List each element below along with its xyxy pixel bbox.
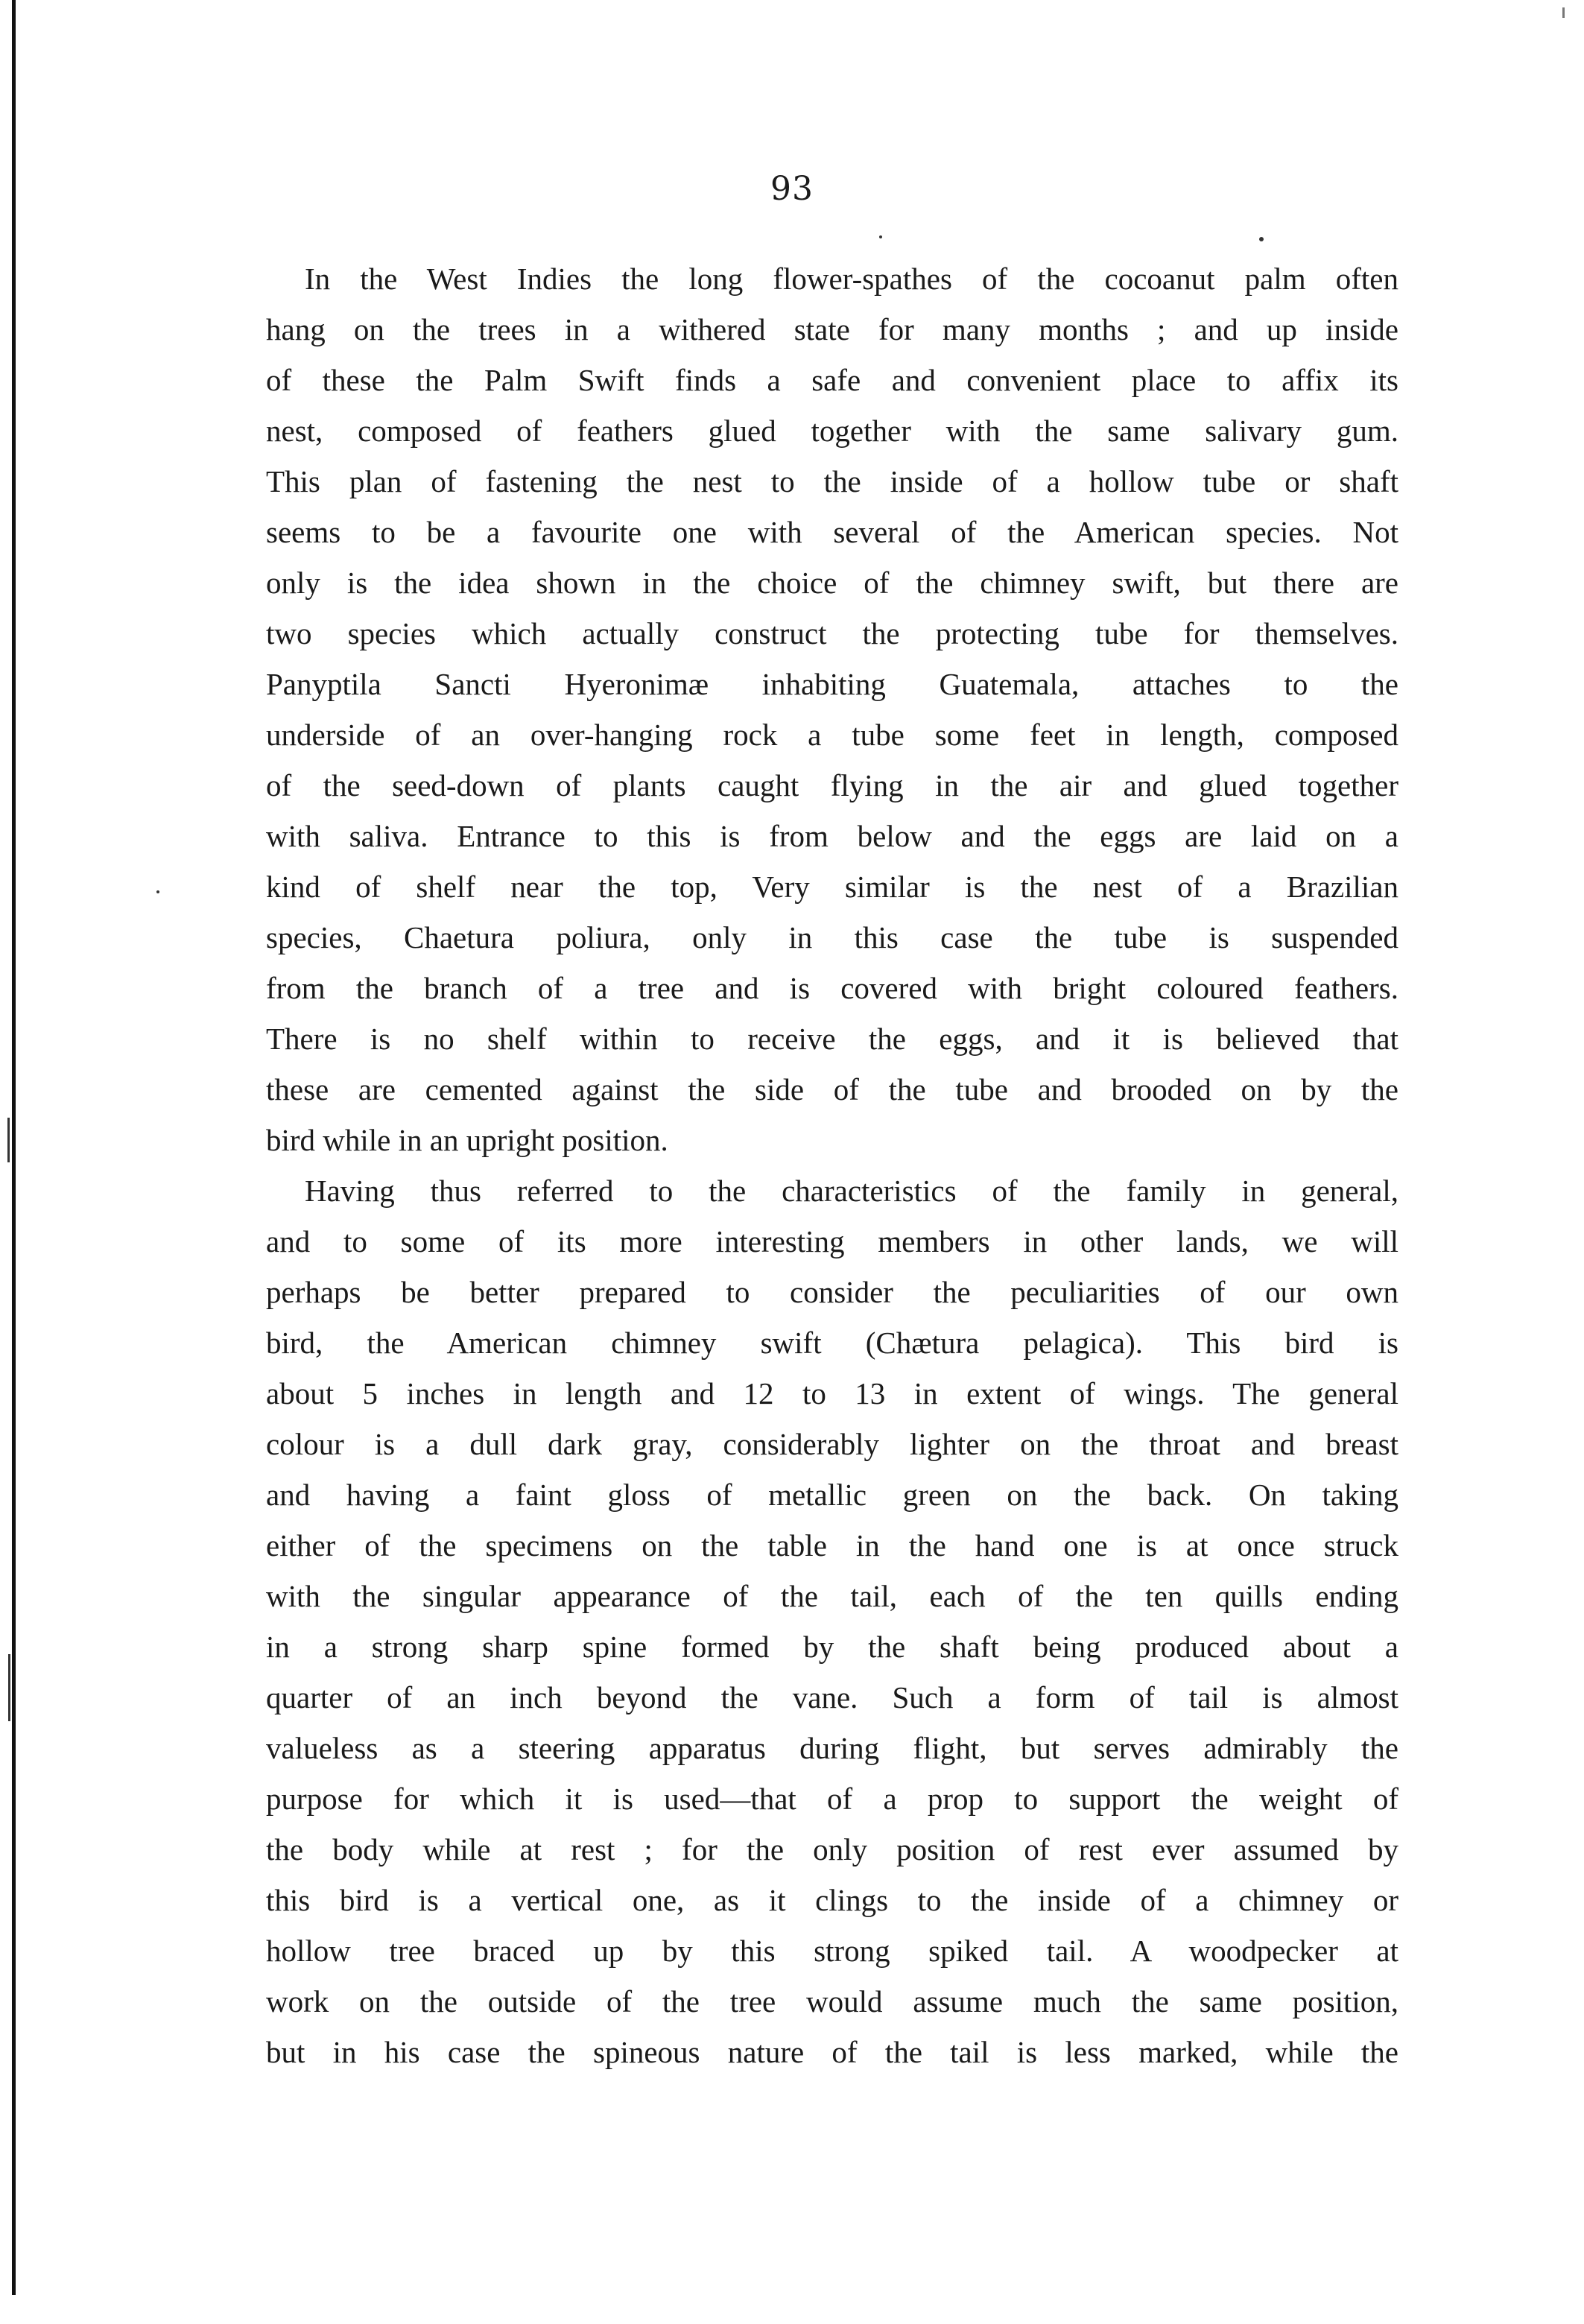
text-line: only is the idea shown in the choice of the chimney swift, but there are <box>266 566 1398 600</box>
text-line: Having thus referred to the characteristics of the family in general, <box>305 1174 1398 1208</box>
scan-speck <box>879 235 882 238</box>
paragraph-1 <box>266 253 1398 1165</box>
scan-binding-mark <box>8 1654 10 1721</box>
text-line: This plan of fastening the nest to the inside of a hollow tube or shaft <box>266 464 1398 498</box>
text-line: underside of an over-hanging rock a tube some feet in length, composed <box>266 718 1398 752</box>
text-line: bird while in an upright position. <box>266 1123 668 1157</box>
paragraph-2 <box>266 1165 1398 2077</box>
text-line: of the seed-down of plants caught flying in the air and glued together <box>266 768 1398 802</box>
page-number: 93 <box>770 170 814 208</box>
text-line: but in his case the spineous nature of the tail is less marked, while the <box>266 2035 1398 2069</box>
text-line: in a strong sharp spine formed by the shaft being produced about a <box>266 1630 1398 1664</box>
scan-binding-mark <box>7 1118 10 1162</box>
text-line: and to some of its more interesting members in other lands, we will <box>266 1224 1398 1258</box>
scan-speck <box>156 890 159 893</box>
text-line: of these the Palm Swift finds a safe and convenient place to affix its <box>266 363 1398 397</box>
text-line: species, Chaetura poliura, only in this case the tube is suspended <box>266 920 1398 954</box>
text-line: with saliva. Entrance to this is from below and the eggs are laid on a <box>266 819 1398 853</box>
text-line: these are cemented against the side of the tube and brooded on by the <box>266 1072 1398 1106</box>
text-line: the body while at rest ; for the only position of rest ever assumed by <box>266 1832 1398 1867</box>
text-line: hollow tree braced up by this strong spiked tail. A woodpecker at <box>266 1934 1398 1968</box>
text-line: with the singular appearance of the tail, each of the ten quills ending <box>266 1579 1398 1613</box>
text-line: Panyptila Sancti Hyeronimæ inhabiting Guatemala, attaches to the <box>266 667 1398 701</box>
text-line: seems to be a favourite one with several of the American species. Not <box>266 515 1398 549</box>
text-line: valueless as a steering apparatus during flight, but serves admirably the <box>266 1731 1398 1765</box>
text-line: purpose for which it is used—that of a prop to support the weight of <box>266 1782 1398 1816</box>
text-line: nest, composed of feathers glued together with the same salivary gum. <box>266 414 1398 448</box>
scan-speck <box>1259 237 1264 241</box>
text-line: hang on the trees in a withered state for many months ; and up inside <box>266 312 1398 346</box>
text-line: bird, the American chimney swift (Chætura pelagica). This bird is <box>266 1326 1398 1360</box>
text-line: kind of shelf near the top, Very similar is the nest of a Brazilian <box>266 870 1398 904</box>
text-line: from the branch of a tree and is covered with bright coloured feathers. <box>266 971 1398 1005</box>
scan-binding-edge <box>12 0 16 2295</box>
text-line: two species which actually construct the protecting tube for themselves. <box>266 616 1398 650</box>
text-line: In the West Indies the long flower-spathes of the cocoanut palm often <box>305 262 1398 296</box>
text-line: work on the outside of the tree would assume much the same position, <box>266 1984 1398 2019</box>
text-line: and having a faint gloss of metallic green on the back. On taking <box>266 1478 1398 1512</box>
page-body <box>266 253 1398 2077</box>
text-line: There is no shelf within to receive the eggs, and it is believed that <box>266 1022 1398 1056</box>
text-line: perhaps be better prepared to consider the peculiarities of our own <box>266 1275 1398 1309</box>
text-line: this bird is a vertical one, as it clings to the inside of a chimney or <box>266 1883 1398 1917</box>
text-line: about 5 inches in length and 12 to 13 in extent of wings. The general <box>266 1376 1398 1410</box>
text-line: colour is a dull dark gray, considerably lighter on the throat and breast <box>266 1427 1398 1461</box>
scan-corner-mark <box>1562 7 1565 18</box>
text-line: either of the specimens on the table in the hand one is at once struck <box>266 1528 1398 1562</box>
text-line: quarter of an inch beyond the vane. Such a form of tail is almost <box>266 1680 1398 1714</box>
